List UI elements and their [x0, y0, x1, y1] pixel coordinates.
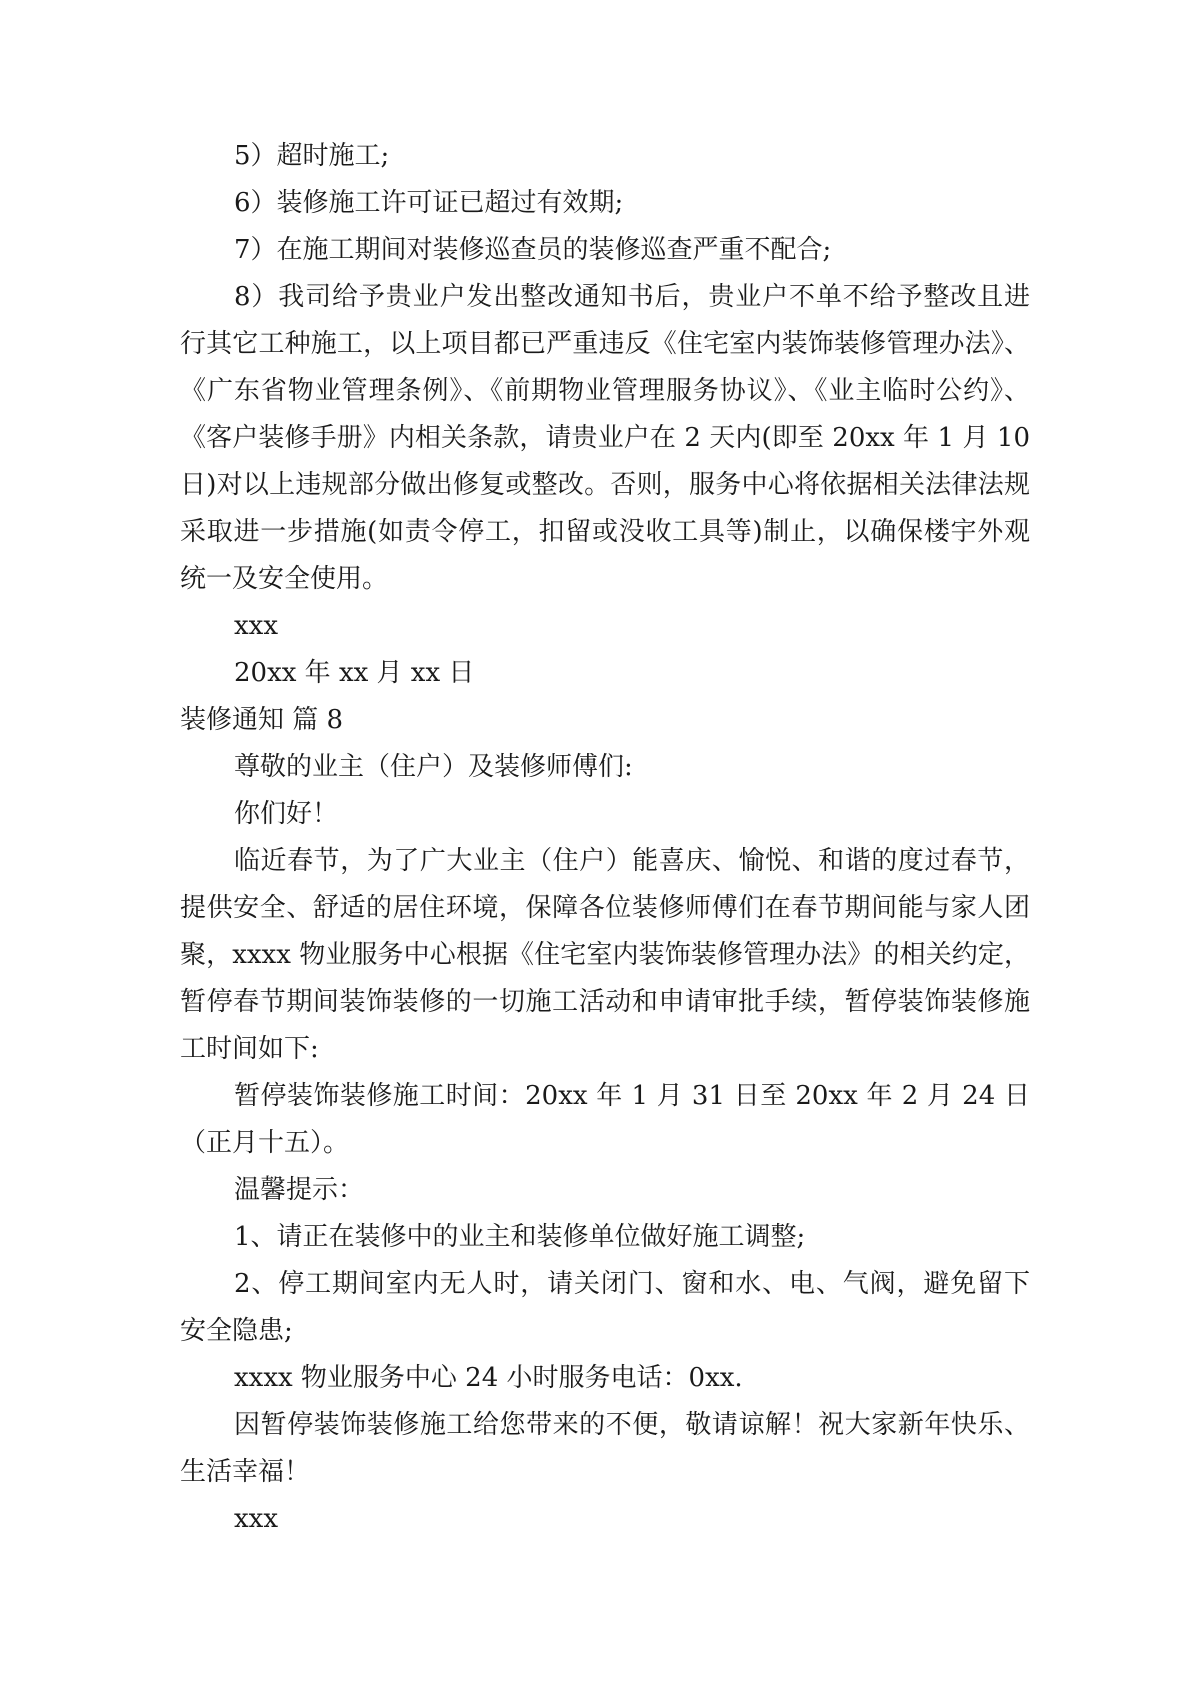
tip-item-1: 1、请正在装修中的业主和装修单位做好施工调整;	[234, 1222, 806, 1252]
document-body	[180, 133, 1030, 1543]
body-paragraph-intro: 临近春节，为了广大业主（住户）能喜庆、愉悦、和谐的度过春节，提供安全、舒适的居住环境，保障各位装修师傅们在春节期间能与家人团聚，xxxx 物业服务中心根据《住宅室内装饰装修管理办法》的相关约定，暂停春节期间装饰装修的一切施工活动和申请审批手续，暂停装饰装修施工时间如下:	[180, 846, 1030, 1064]
closing-signature: xxx	[234, 1504, 278, 1534]
list-item-6: 6）装修施工许可证已超过有效期;	[234, 188, 624, 218]
tips-heading: 温馨提示：	[234, 1175, 365, 1205]
body-paragraph-schedule: 暂停装饰装修施工时间：20xx 年 1 月 31 日至 20xx 年 2 月 24 日（正月十五）。	[180, 1081, 1030, 1158]
list-item-8-paragraph: 8）我司给予贵业户发出整改通知书后，贵业户不单不给予整改且进行其它工种施工，以上项目都已严重违反《住宅室内装饰装修管理办法》、《广东省物业管理条例》、《前期物业管理服务协议》、《业主临时公约》、《客户装修手册》内相关条款，请贵业户在 2 天内(即至 20xx 年 1 月 10 日)对以上违规部分做出修复或整改。否则，服务中心将依据相关法律法规采取进一步措施(如责令停工，扣留或没收工具等)制止，以确保楼宇外观统一及安全使用。	[180, 282, 1030, 594]
signature-name: xxx	[234, 611, 278, 641]
salutation: 尊敬的业主（住户）及装修师傅们:	[234, 752, 633, 782]
service-phone: xxxx 物业服务中心 24 小时服务电话：0xx.	[234, 1363, 743, 1393]
closing-paragraph: 因暂停装饰装修施工给您带来的不便，敬请谅解！祝大家新年快乐、生活幸福！	[180, 1410, 1030, 1487]
list-item-7: 7）在施工期间对装修巡查员的装修巡查严重不配合;	[234, 235, 832, 265]
section-title: 装修通知 篇 8	[180, 705, 344, 735]
greeting: 你们好！	[234, 799, 339, 829]
list-item-5: 5）超时施工;	[234, 141, 390, 171]
signature-date: 20xx 年 xx 月 xx 日	[234, 658, 475, 688]
tip-item-2: 2、停工期间室内无人时，请关闭门、窗和水、电、气阀，避免留下安全隐患;	[180, 1269, 1030, 1346]
